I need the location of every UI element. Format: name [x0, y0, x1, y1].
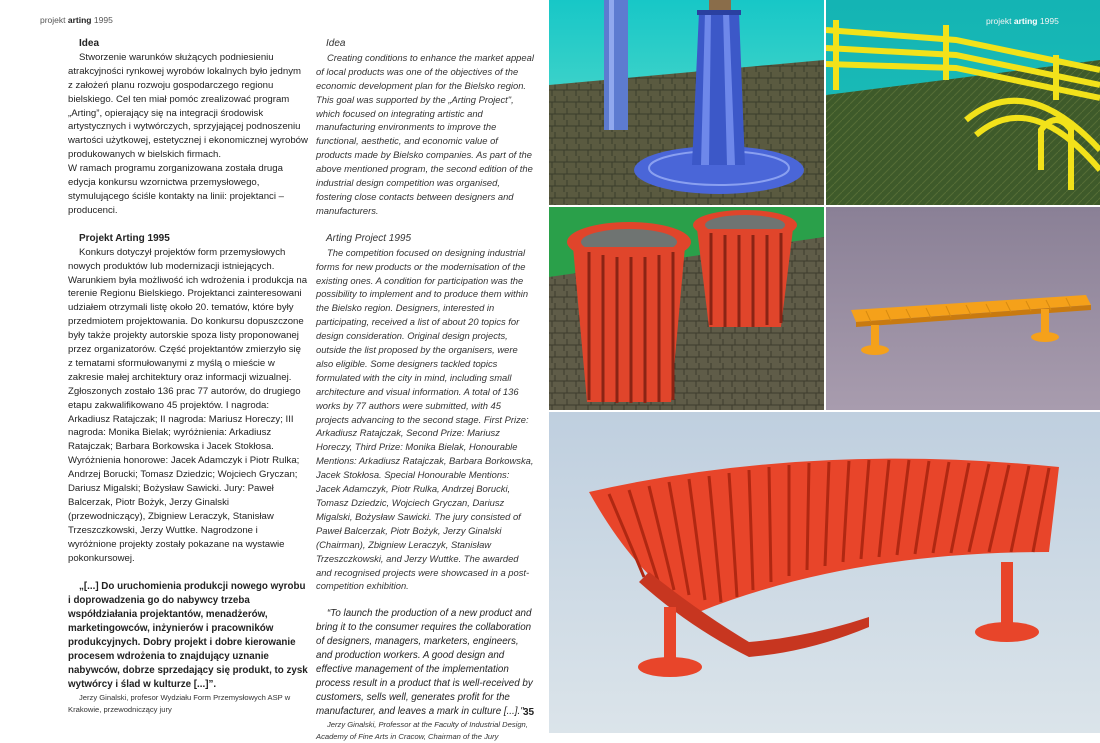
idea-heading-pl: Idea: [79, 38, 100, 49]
project-heading-pl: Projekt Arting 1995: [79, 232, 170, 244]
quote-author-pl: Jerzy Ginalski, profesor Wydziału Form Przemysłowych ASP w Krakowie, przewodniczący jury: [68, 692, 291, 714]
quote-pl: „[...] Do uruchomienia produkcji nowego wyrobu i doprowadzenia go do nabywcy trzeba współdziałania projektantów, menadżerów, marketingowców, inżynierów i pracowników produkcyjnych. Dobry projekt i dobre kierowanie procesem wdrożenia to znajdujący uznanie nabywców, dobrze sprzedający się produkt, to zysk wytwórcy i ślad w kulturze [...]”.: [68, 580, 308, 690]
quote-author-en: Jerzy Ginalski, Professor at the Faculty of Industrial Design, Academy of Fine Arts in Cracow, Chairman of the Jury: [316, 720, 528, 742]
project-paragraph-en: The competition focused on designing industrial forms for new products or the modernisation of the existing ones. A condition for participation was the possibility to implement and to produce them within the Bielsko region. Designers, interested in participating, received a list of about 20 topics for design consideration. Original design projects, outside the list proposed by the organisers, were also eligible. Some designers tackled topics formulated with the city in mind, including small architecture and visual information. A total of 136 works by 77 authors were submitted, with 45 projects advancing to the second stage. First Prize: Arkadiusz Ratajczak, Second Prize: Mariusz Horeczy, Third Prize: Monika Bielak, Honourable Mentions: Arkadiusz Ratajczak, Barbara Borkowska, Jacek Stokłosa. Special Honourable Mentions: Jacek Adamczyk, Piotr Rulka, Andrzej Borucki, Tomasz Dziedzic, Wojciech Gryczan, Dariusz Migalski, Bożysław Sawicki. The jury consisted of Paweł Balcerzak, Piotr Bożyk, Jerzy Ginalski (Chairman), Zbigniew Leraczyk, Stanisław Trzeszczkowski, and Jerzy Wuttke. The awarded and recognised projects were showcased in a post-competition exhibition.: [316, 246, 534, 592]
page-number: 35: [523, 707, 535, 718]
photo-red-curved-bench: [549, 412, 1100, 733]
running-header-right: projekt arting 1995: [986, 16, 1059, 26]
photo-tree-guard: [549, 0, 824, 205]
idea-paragraph-pl: Stworzenie warunków służących podniesieniu atrakcyjności rynkowej wyrobów lokalnych było jednym z założeń planu rozwoju gospodarczego regionu bielskiego. Cel ten miał pomóc zrealizować program „Arting”, opierający się na integracji środowisk artystycznych i wytwórczych, sprzyjającej podnoszeniu wartości użytkowej, estetycznej i ekonomicznej wyrobów produkowanych w bielskich firmach.: [68, 51, 308, 161]
project-paragraph-pl: Konkurs dotyczył projektów form przemysłowych nowych produktów lub modernizacji istniejących. Warunkiem była możliwość ich wdrożenia i produkcja na terenie Regionu Bielskiego. Projektanci zainteresowani udziałem otrzymali listę około 20. tematów, które były przedmiotem projektowania. Do konkursu dopuszczone były także projekty autorskie spoza listy proponowanej przez organizatorów. Część projektantów zmierzyło się z tematami sformułowanymi z myślą o mieście w zakresie małej architektury oraz informacji wizualnej. Zgłoszonych zostało 136 prac 77 autorów, do drugiego etapu zakwalifikowano 45 projektów. I nagroda: Arkadiusz Ratajczak; II nagroda: Mariusz Horeczy; III nagroda: Monika Bielak; wyróżnienia: Arkadiusz Ratajczak; Barbara Borkowska i Jacek Stokłosa. Wyróżnienia honorowe: Jacek Adamczyk i Piotr Rulka; Andrzej Borucki; Tomasz Dziedzic; Wojciech Gryczan; Dariusz Migalski; Bożysław Sawicki. Jury: Paweł Balcerzak, Piotr Bożyk, Jerzy Ginalski (przewodniczący), Zbigniew Leraczyk, Stanisław Trzeszczkowski, Jerzy Wuttke. Nagrodzone i wyróżnione projekty zostały pokazane na wystawie pokonkursowej.: [68, 246, 308, 564]
idea-paragraph-pl-2: W ramach programu zorganizowana została druga edycja konkursu wzornictwa przemysłowego, stymulującego ściśle kontakty na linii: projektanci – producenci.: [68, 163, 284, 216]
photo-yellow-fence: [826, 0, 1100, 205]
photo-orange-bench: [826, 207, 1100, 410]
running-header-left: projekt arting 1995: [40, 15, 113, 25]
quote-en: “To launch the production of a new product and bring it to the consumer requires the collaboration of designers, managers, marketers, engineers, and production workers. A good design and effective management of the implementation process result in a product that is well-received by customers, sells well, generates profit for the manufacturer, and leaves a mark in culture [...].": [316, 608, 533, 718]
bin-left: [567, 222, 691, 403]
polish-text-column: [68, 37, 308, 716]
english-text-column: [316, 37, 534, 743]
idea-paragraph-en: Creating conditions to enhance the market appeal of local products was one of the objectives of the economic development plan for the Bielsko region. This goal was supported by the „Arting Project", which focused on integrating artistic and manufacturing environments to improve the functional, aesthetic, and economic value of products made by Bielsko companies. As part of the above mentioned program, the second edition of the industrial design competition was organised, fostering close contacts between designers and manufacturers.: [316, 51, 534, 216]
bollard: [604, 0, 628, 130]
bin-right: [693, 210, 797, 327]
idea-heading-en: Idea: [326, 38, 346, 49]
project-heading-en: Arting Project 1995: [326, 232, 412, 244]
photo-red-bins: [549, 207, 824, 410]
